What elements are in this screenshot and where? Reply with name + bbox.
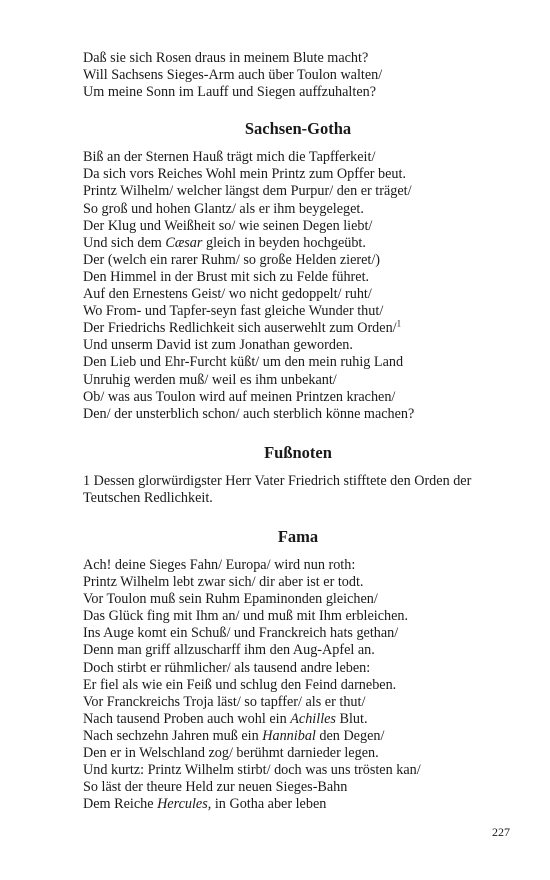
verse-line: Ach! deine Sieges Fahn/ Europa/ wird nun roth: (83, 556, 356, 573)
section-heading-sachsen-gotha: Sachsen-Gotha (244, 119, 352, 139)
verse-line: Biß an der Sternen Hauß trägt mich die Tapfferkeit/ (83, 149, 376, 166)
verse-line: Vor Franckreichs Troja läst/ so tapffer/ als er thut/ (83, 693, 366, 710)
verse-line: Der (welch ein rarer Ruhm/ so große Helden zieret/) (83, 251, 381, 268)
verse-line: Der Klug und Weißheit so/ wie seinen Degen liebt/ (83, 217, 373, 234)
verse-block-intro (83, 50, 513, 101)
verse-line: Dem Reiche Hercules, in Gotha aber leben (83, 796, 327, 813)
verse-line: Denn man griff allzuscharff ihm den Aug-Apfel an. (83, 642, 375, 659)
italic-name: Hercules, (157, 796, 212, 813)
page-content (83, 50, 513, 813)
verse-line: Unruhig werden muß/ weil es ihm unbekant/ (83, 371, 337, 388)
verse-line: Auf den Ernestens Geist/ wo nicht gedoppelt/ ruht/ (83, 286, 372, 303)
verse-line: Wo From- und Tapfer-seyn fast gleiche Wunder thut/ (83, 303, 384, 320)
verse-line: Printz Wilhelm/ welcher längst dem Purpur/ den er träget/ (83, 183, 412, 200)
verse-line: Den/ der unsterblich schon/ auch sterblich könne machen? (83, 405, 415, 422)
verse-line: Und sich dem Cæsar gleich in beyden hochgeübt. (83, 234, 366, 251)
verse-line: Daß sie sich Rosen draus in meinem Blute macht? (83, 50, 369, 66)
section-heading-fussnoten: Fußnoten (264, 442, 332, 462)
verse-line: Den Lieb und Ehr-Furcht küßt/ um den mein ruhig Land (83, 354, 404, 371)
italic-name: Achilles (290, 710, 336, 727)
verse-line: Printz Wilhelm lebt zwar sich/ dir aber ist er todt. (83, 574, 364, 591)
verse-line: Will Sachsens Sieges-Arm auch über Toulon walten/ (83, 67, 383, 84)
verse-line: Und kurtz: Printz Wilhelm stirbt/ doch was uns trösten kan/ (83, 762, 421, 779)
verse-line: Doch stirbt er rühmlicher/ als tausend andre leben: (83, 659, 371, 676)
verse-line: Der Friedrichs Redlichkeit sich auserwehlt zum Orden/$^1$ (83, 318, 402, 337)
verse-line: Den er in Welschland zog/ berühmt darnieder legen. (83, 745, 379, 761)
verse-line: Vor Toulon muß sein Ruhm Epaminonden gleichen/ (83, 591, 378, 608)
verse-line: Er fiel als wie ein Feiß und schlug den Feind darneben. (83, 676, 397, 693)
footnote-marker[interactable]: 1 (396, 318, 402, 329)
page-number: 227 (492, 825, 510, 839)
italic-name: Hannibal (262, 727, 316, 744)
verse-line: Da sich vors Reiches Wohl mein Printz zum Opffer beut. (83, 166, 406, 183)
verse-line: Ins Auge komt ein Schuß/ und Franckreich hats gethan/ (83, 625, 399, 642)
verse-line: So groß und hohen Glantz/ als er ihm beygeleget. (83, 200, 364, 217)
verse-line: Um meine Sonn im Lauff und Siegen auffzuhalten? (83, 84, 377, 101)
footnote-text: 1 Dessen glorwürdigster Herr Vater Friedrich stifftete den Orden der Teutschen Redlichkeit. (83, 472, 472, 506)
verse-line: Nach sechzehn Jahren muß ein Hannibal den Degen/ (83, 727, 385, 744)
verse-line: Den Himmel in der Brust mit sich zu Felde führet. (83, 268, 370, 285)
verse-line: Und unserm David ist zum Jonathan geworden. (83, 337, 353, 354)
verse-block-fama (83, 557, 513, 813)
verse-line: Das Glück fing mit Ihm an/ und muß mit Ihm erbleichen. (83, 608, 409, 625)
verse-block-sachsen-gotha (83, 149, 513, 423)
verse-line: So läst der theure Held zur neuen Sieges-Bahn (83, 779, 348, 796)
section-heading-fama: Fama (277, 526, 319, 546)
verse-line: Nach tausend Proben auch wohl ein Achilles Blut. (83, 710, 368, 727)
italic-name: Cæsar (165, 234, 203, 251)
verse-line: Ob/ was aus Toulon wird auf meinen Printzen krachen/ (83, 388, 396, 405)
